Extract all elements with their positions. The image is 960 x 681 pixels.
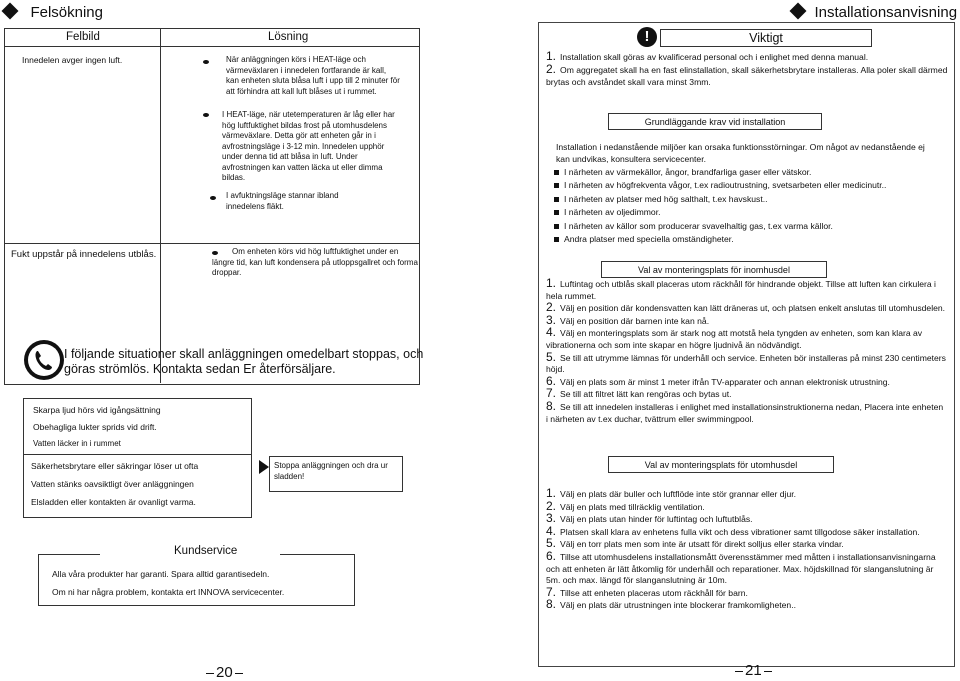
solution-1: När anläggningen körs i HEAT-läge och värmeväxlaren i innedelen fortfarande är kall, kan enheten sluta blåsa luft i upp till 2 minuter för att förhindra att kall luft blåses ut i rummet. <box>226 55 400 96</box>
basic-item: I närheten av oljedimmor. <box>554 206 944 219</box>
situation-4: Säkerhetsbrytare eller säkringar löser ut ofta <box>31 461 199 471</box>
basic-item: I närheten av högfrekventa vågor, t.ex radioutrustning, svetsarbeten eller medicinutr.. <box>554 179 944 192</box>
situation-5: Vatten stänks oavsiktligt över anläggningen <box>31 479 194 489</box>
table-header-line <box>4 46 419 47</box>
indoor-item: 6. Välj en plats som är minst 1 meter ifrån TV-apparater och annan elektronisk utrustning. <box>546 373 890 388</box>
outdoor-item: 5. Välj en torr plats men som inte är utsatt för direkt solljus eller starka vindar. <box>546 536 844 551</box>
outdoor-title: Val av monteringsplats för utomhusdel <box>608 456 834 473</box>
outdoor-item: 4. Platsen skall klara av enhetens fulla vikt och dess vibrationer samt tillgodose säker installation. <box>546 523 920 538</box>
table-row-line <box>4 243 419 244</box>
bullet-icon <box>203 113 209 117</box>
basic-item: I närheten av källor som producerar svavelhaltig gas, t.ex varma källor. <box>554 220 944 233</box>
indoor-title: Val av monteringsplats för inomhusdel <box>601 261 827 278</box>
diamond-icon <box>790 3 807 20</box>
solution-3: I avfuktningsläge stannar ibland innedelens fläkt. <box>226 191 339 211</box>
row1-problem: Innedelen avger ingen luft. <box>22 55 123 65</box>
basic-title: Grundläggande krav vid installation <box>608 113 822 130</box>
service-title: Kundservice <box>174 545 238 557</box>
indoor-item: 4. Välj en monteringsplats som är stark nog att motstå hela tyngden av enheten, som kan klara av vibrationerna och som inte skapar en högre ljudnivå än nödvändigt. <box>546 325 923 350</box>
page-number-left <box>204 664 245 681</box>
important-list <box>546 50 950 88</box>
service-box <box>38 554 355 606</box>
indoor-list <box>546 278 946 425</box>
stop-text: Stoppa anläggningen och dra ur sladden! <box>274 461 388 481</box>
row2-solution: Om enheten körs vid hög luftfuktighet under en längre tid, kan luft kondensera på utloppsgallret och forma droppar. <box>212 247 418 277</box>
outdoor-item: 1. Välj en plats där buller och luftflöde inte stör grannar eller djur. <box>546 486 796 500</box>
basic-intro: Installation i nedanstående miljöer kan orsaka funktionsstörningar. Om något av nedanstående ej kan undvikas, konsultera servicecenter. <box>556 142 925 164</box>
outdoor-item: 7. Tillse att enheten placeras utom räckhåll för barn. <box>546 584 748 599</box>
indoor-item: 8. Se till att innedelen installeras i enlighet med installationsinstruktionerna nedan, Placera inte enheten i närheten av t.ex duchar, tvättrum eller swimmingpool. <box>546 398 944 424</box>
solution-2: I HEAT-läge, när utetemperaturen är låg eller har hög luftfuktighet bildas frost på utomhusdelens värmeväxlare. Detta gör att enheten går in i avfrostningsläge i 3-12 min. Innedelen upphör under denna tid att blåsa in luft. Under avfrostningen kan vatten läcka ut eller dimma bildas. <box>222 110 395 182</box>
important-item: 2. Om aggregatet skall ha en fast elinstallation, skall säkerhetsbrytare installeras. Alla poler skall därmed brytas och avståndet skall vara minst 3mm. <box>546 62 948 87</box>
warning-icon: ! <box>637 27 657 47</box>
indoor-item: 2. Välj en position där kondensvatten kan lätt dräneras ut, och platsen enkelt anslutas till utomhusdelen. <box>546 300 946 315</box>
outdoor-item: 6. Tillse att utomhusdelens installationsmått överensstämmer med måtten i installationsanvisningarna och att enheten är lätt åtkomlig för underhåll och reparationer. Max. höjdskillnad för slanganslutning är 5m. och max. längd för slanganslutning är 10m. <box>546 548 936 586</box>
row2-problem: Fukt uppstår på innedelens utblås. <box>11 249 157 260</box>
page-number-right-text: 21 <box>745 662 762 679</box>
situation-6: Elsladden eller kontakten är ovanligt varma. <box>31 497 196 507</box>
outdoor-item: 8. Välj en plats där utrustningen inte blockerar framkomligheten.. <box>546 597 796 612</box>
page-number-left-text: 20 <box>216 664 233 681</box>
basic-item: I närheten av värmekällor, ångor, brandfarliga gaser eller vätskor. <box>554 166 944 179</box>
table-divider <box>160 28 161 383</box>
left-header-title: Felsökning <box>30 4 103 21</box>
situations-divider <box>23 454 251 455</box>
service-line-2: Om ni har några problem, kontakta ert INNOVA servicecenter. <box>52 587 285 597</box>
situation-1: Skarpa ljud hörs vid igångsättning <box>33 405 161 415</box>
outdoor-item: 3. Välj en plats utan hinder för luftintag och luftutblås. <box>546 511 753 526</box>
warning-text: I följande situationer skall anläggningen omedelbart stoppas, och göras strömlös. Kontakta sedan Er återförsäljare. <box>64 347 424 376</box>
indoor-item: 7. Se till att filtret lätt kan rengöras och bytas ut. <box>546 386 732 401</box>
outdoor-item: 2. Välj en plats med tillräcklig ventilation. <box>546 498 705 513</box>
arrow-right-icon <box>259 460 269 474</box>
situation-3: Vatten läcker in i rummet <box>33 439 121 448</box>
basic-list <box>554 166 944 246</box>
page-number-right <box>733 662 774 679</box>
col-losning: Lösning <box>268 31 309 43</box>
right-header-title: Installationsanvisning <box>814 4 958 21</box>
basic-item: I närheten av platser med hög salthalt, t.ex havskust.. <box>554 193 944 206</box>
col-felbild: Felbild <box>66 31 100 43</box>
bullet-icon <box>203 60 209 64</box>
service-line-1: Alla våra produkter har garanti. Spara alltid garantisedeln. <box>52 569 270 579</box>
indoor-item: 1. Luftintag och utblås skall placeras utom räckhåll för hindrande objekt. Tillse att luften kan cirkulera i hela rummet. <box>546 276 936 301</box>
left-header <box>4 4 103 22</box>
diamond-icon <box>2 3 19 20</box>
right-header <box>792 4 957 22</box>
bullet-icon <box>210 196 216 200</box>
indoor-item: 5. Se till att utrymme lämnas för underhåll och service. Enheten bör installeras på minst 230 centimeters höjd. <box>546 349 946 375</box>
situation-2: Obehagliga lukter sprids vid drift. <box>33 422 157 432</box>
important-title: Viktigt <box>660 29 872 47</box>
phone-icon <box>24 340 64 380</box>
indoor-item: 3. Välj en position där barnen inte kan nå. <box>546 312 710 327</box>
basic-item: Andra platser med speciella omständigheter. <box>554 233 944 246</box>
important-item: 1. Installation skall göras av kvalificerad personal och i enlighet med denna manual. <box>546 49 869 63</box>
outdoor-list <box>546 488 946 612</box>
